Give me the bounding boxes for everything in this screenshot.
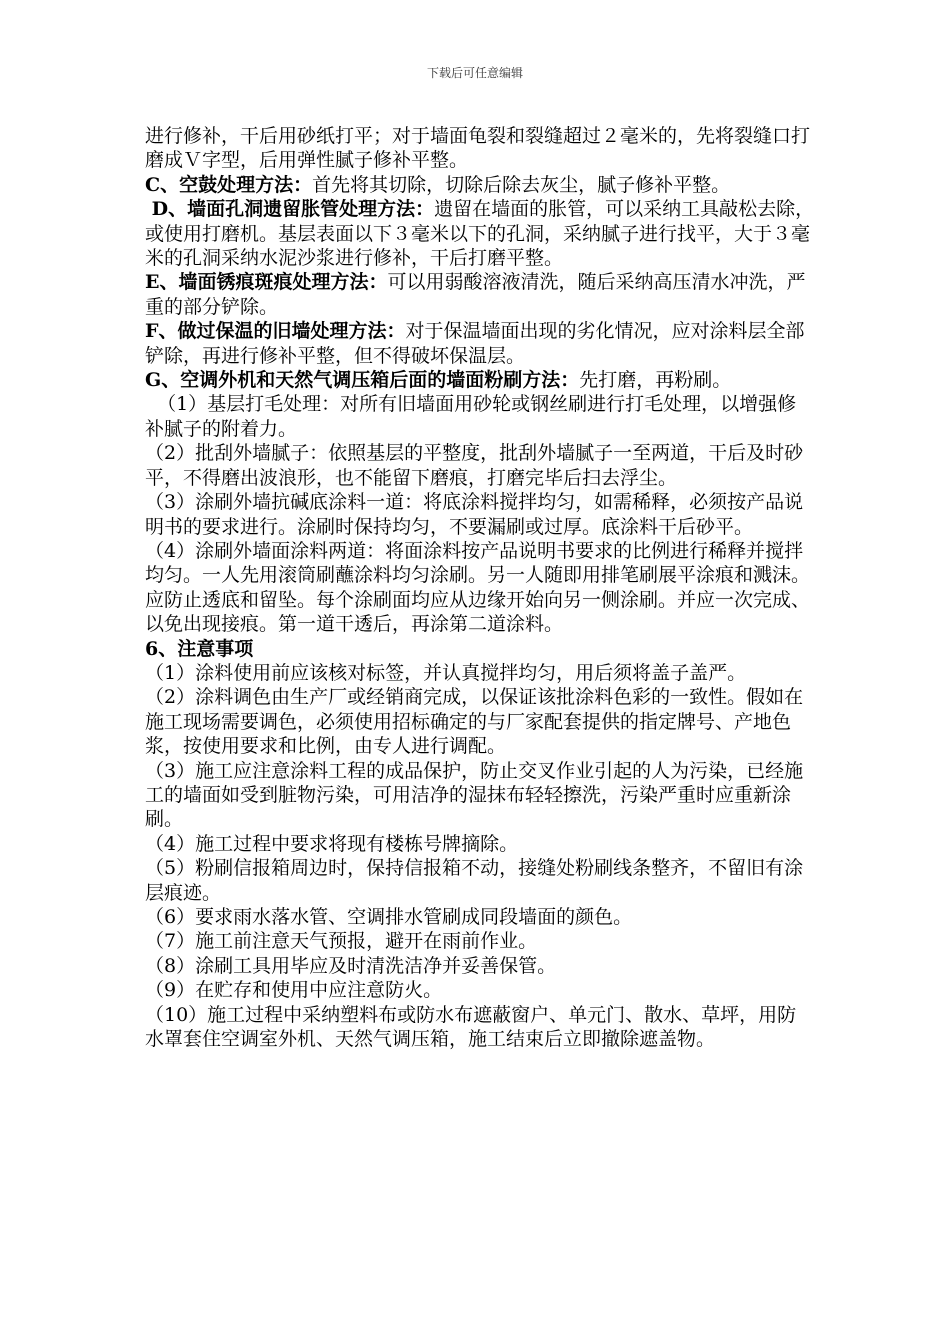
paragraph-heading: G、空调外机和天然气调压箱后面的墙面粉刷方法： [145, 369, 580, 392]
page-header: 下载后可任意编辑 [426, 66, 523, 80]
paragraph-text: （7）施工前注意天气预报，避开在雨前作业。 [145, 930, 538, 953]
paragraph-text: 可以用弱酸溶液清洗，随后采纳高压清水冲洗，严重的部分铲除。 [145, 271, 806, 318]
paragraph-text: （10）施工过程中采纳塑料布或防水布遮蔽窗户、单元门、散水、草坪，用防水罩套住空调室外机、天然气调压箱，施工结束后立即撤除遮盖物。 [145, 1003, 797, 1051]
paragraph [145, 929, 815, 953]
paragraph-text: （3）施工应注意涂料工程的成品保护，防止交叉作业引起的人为污染，已经施工的墙面如受到脏物污染，可用洁净的湿抹布轻轻擦洗，污染严重时应重新涂刷。 [145, 759, 804, 831]
paragraph-text: 进行修补，干后用砂纸打平；对于墙面龟裂和裂缝超过２毫米的，先将裂缝口打磨成Ｖ字型，后用弹性腻子修补平整。 [145, 125, 811, 172]
paragraph-text: （1）涂料使用前应该核对标签，并认真搅拌均匀，用后须将盖子盖严。 [145, 661, 747, 684]
document-body [145, 124, 815, 1051]
paragraph-heading: E、墙面锈痕斑痕处理方法： [145, 271, 388, 294]
paragraph-heading: C、空鼓处理方法： [145, 173, 313, 196]
section-heading [145, 637, 815, 661]
paragraph-text: （2）批刮外墙腻子：依照基层的平整度，批刮外墙腻子一至两道，干后及时砂平，不得磨出波浪形，也不能留下磨痕，打磨完毕后扫去浮尘。 [145, 442, 804, 489]
paragraph-text: 遗留在墙面的胀管，可以采纳工具敲松去除，或使用打磨机。基层表面以下３毫米以下的孔洞，采纳腻子进行找平，大于３毫米的孔洞采纳水泥沙浆进行修补，干后打磨平整。 [145, 198, 815, 270]
paragraph [145, 954, 815, 978]
paragraph [145, 392, 815, 441]
paragraph [145, 490, 815, 539]
paragraph [145, 685, 815, 758]
paragraph [145, 832, 815, 856]
paragraph-text: （6）要求雨水落水管、空调排水管刷成同段墙面的颜色。 [145, 906, 633, 928]
paragraph-text: （3）涂刷外墙抗碱底涂料一道：将底涂料搅拌均匀，如需稀释，必须按产品说明书的要求进行。涂刷时保持均匀，不要漏刷或过厚。底涂料干后砂平。 [145, 491, 804, 538]
paragraph [145, 661, 815, 685]
paragraph-text: （2）涂料调色由生产厂或经销商完成，以保证该批涂料色彩的一致性。假如在施工现场需要调色，必须使用招标确定的与厂家配套提供的指定牌号、产地色浆，按使用要求和比例，由专人进行调配。 [145, 686, 804, 758]
paragraph-text: （4）涂刷外墙面涂料两道：将面涂料按产品说明书要求的比例进行稀释并搅拌均匀。一人先用滚筒刷蘸涂料均匀涂刷。另一人随即用排笔刷展平涂痕和溅沫。应防止透底和留坠。每个涂刷面均应从边缘开始向另一侧涂刷。并应一次完成、以免出现接痕。第一道干透后，再涂第二道涂料。 [145, 539, 811, 636]
paragraph-text: （8）涂刷工具用毕应及时清洗洁净并妥善保管。 [145, 954, 557, 977]
paragraph-heading: 6、注意事项 [145, 637, 254, 660]
paragraph [145, 197, 815, 270]
paragraph [145, 759, 815, 832]
paragraph [145, 319, 815, 368]
paragraph [145, 539, 815, 637]
paragraph [145, 978, 815, 1002]
paragraph [145, 905, 815, 929]
paragraph-text: （1）基层打毛处理：对所有旧墙面用砂轮或钢丝刷进行打毛处理，以增强修补腻子的附着力。 [145, 393, 797, 440]
paragraph-text: 首先将其切除，切除后除去灰尘，腻子修补平整。 [312, 173, 731, 196]
paragraph [145, 856, 815, 905]
paragraph-heading: D、墙面孔洞遗留胀管处理方法： [145, 198, 435, 221]
paragraph-heading: F、做过保温的旧墙处理方法： [145, 320, 406, 343]
paragraph [145, 124, 815, 173]
paragraph-text: 先打磨，再粉刷。 [579, 369, 732, 392]
paragraph [145, 173, 815, 197]
paragraph [145, 1003, 815, 1052]
paragraph [145, 368, 815, 392]
paragraph-text: （4）施工过程中要求将现有楼栋号牌摘除。 [145, 832, 519, 855]
paragraph-text: 对于保温墙面出现的劣化情况，应对涂料层全部铲除，再进行修补平整，但不得破坏保温层。 [145, 320, 805, 367]
paragraph [145, 441, 815, 490]
paragraph-text: （9）在贮存和使用中应注意防火。 [145, 979, 443, 1002]
paragraph-text: （5）粉刷信报箱周边时，保持信报箱不动，接缝处粉刷线条整齐，不留旧有涂层痕迹。 [145, 857, 804, 904]
paragraph [145, 270, 815, 319]
